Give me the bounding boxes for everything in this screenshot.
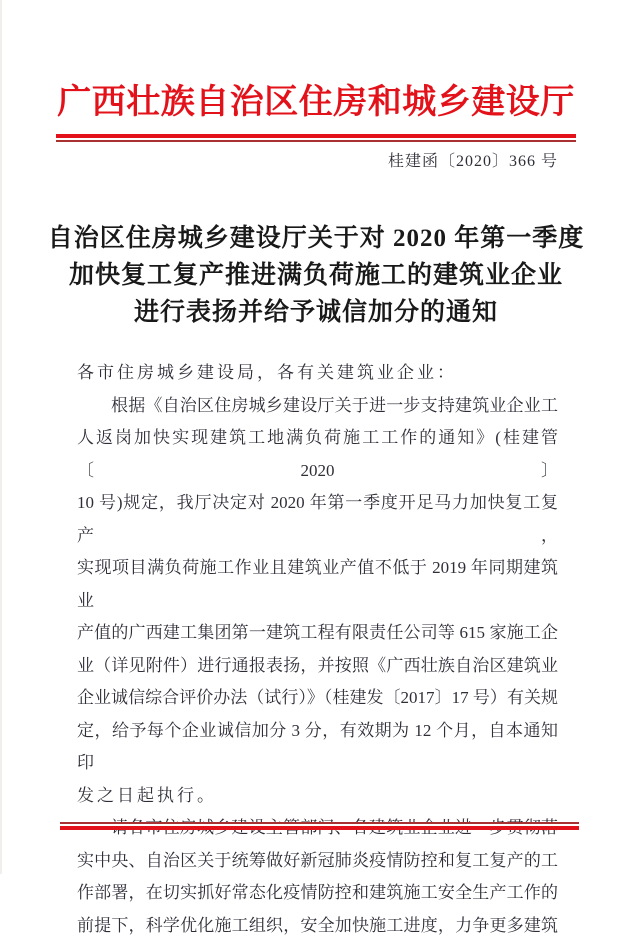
body-line: 实现项目满负荷施工作业且建筑业产值不低于 2019 年同期建筑业: [77, 552, 558, 617]
body-line: 发之日起执行。: [77, 780, 558, 813]
document-number: 桂建函〔2020〕366 号: [2, 152, 630, 172]
body-line: 作部署，在切实抓好常态化疫情防控和建筑施工安全生产工作的: [77, 877, 558, 910]
body-line: 定，给予每个企业诚信加分 3 分，有效期为 12 个月，自本通知印: [77, 715, 558, 780]
salutation-line: 各市住房城乡建设局，各有关建筑业企业：: [77, 357, 558, 390]
header-divider: [56, 134, 576, 142]
title-line-3: 进行表扬并给予诚信加分的通知: [2, 294, 630, 331]
body-line: 10 号)规定，我厅决定对 2020 年第一季度开足马力加快复工复产，: [77, 487, 558, 552]
footer-divider-thick-line: [60, 826, 579, 830]
body-line: 企业诚信综合评价办法（试行）》（桂建发〔2017〕17 号）有关规: [77, 682, 558, 715]
title-line-1: 自治区住房城乡建设厅关于对 2020 年第一季度: [2, 220, 630, 257]
body-line: 产值的广西建工集团第一建筑工程有限责任公司等 615 家施工企: [77, 617, 558, 650]
header-divider-thin-line: [56, 140, 576, 142]
agency-name-header: 广西壮族自治区住房和城乡建设厅: [2, 82, 630, 124]
document-body: [2, 357, 630, 942]
body-line: 人返岗加快实现建筑工地满负荷施工工作的通知》(桂建管〔2020〕: [77, 422, 558, 487]
body-line: 实中央、自治区关于统筹做好新冠肺炎疫情防控和复工复产的工: [77, 845, 558, 878]
document-title: [2, 220, 630, 331]
title-line-2: 加快复工复产推进满负荷施工的建筑业企业: [2, 257, 630, 294]
footer-divider: [60, 822, 579, 830]
body-line: 前提下，科学优化施工组织，安全加快施工进度，力争更多建筑: [77, 910, 558, 942]
body-line: 业（详见附件）进行通报表扬，并按照《广西壮族自治区建筑业: [77, 650, 558, 683]
body-line: 根据《自治区住房城乡建设厅关于进一步支持建筑业企业工: [77, 390, 558, 423]
